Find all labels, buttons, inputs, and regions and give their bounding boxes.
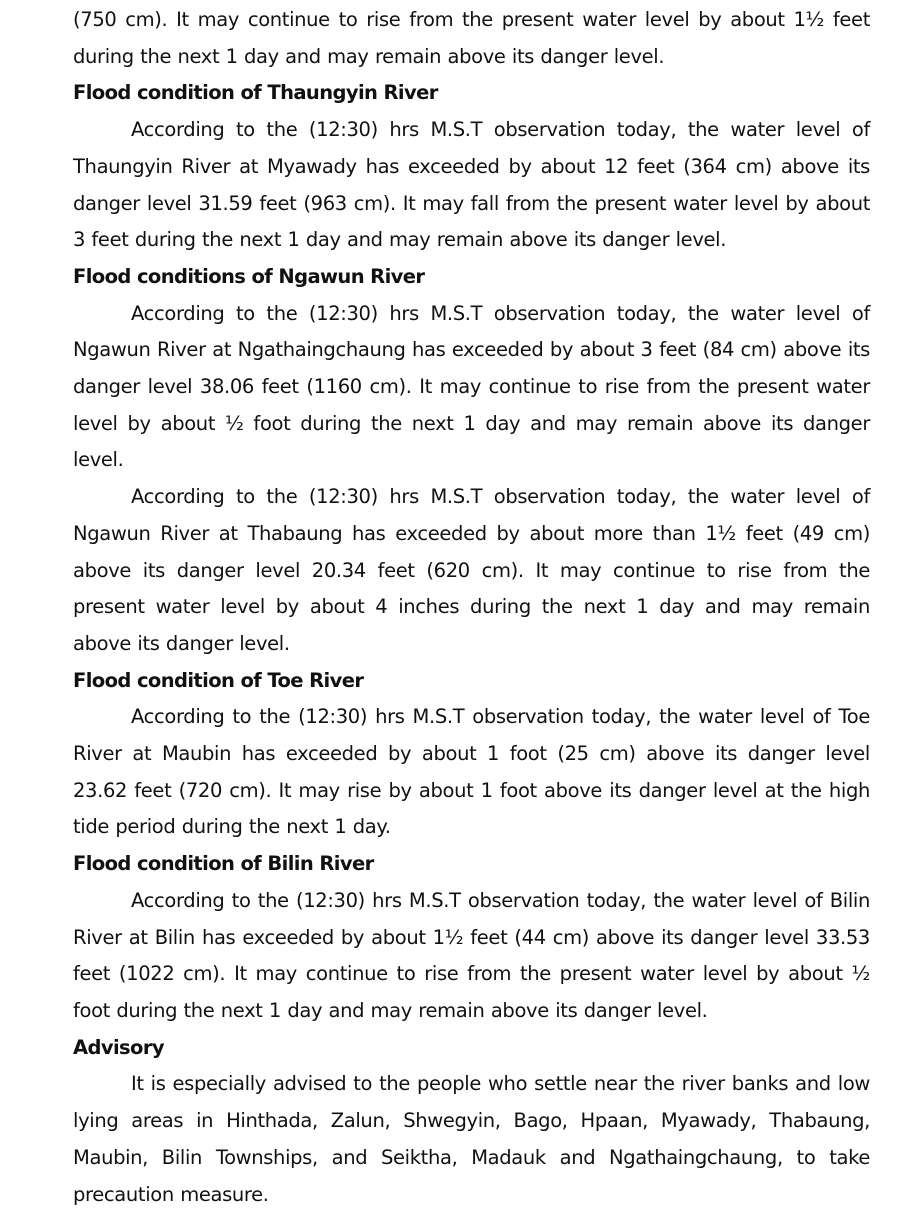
thaungyin-myawady-paragraph: According to the (12:30) hrs M.S.T observation today, the water level of Thaungyin River at Myawady has exceeded by about 12 feet (364 cm) above its danger level 31.59 feet (963 cm). It may fall from the present water level by about 3 feet during the next 1 day and may remain above its danger level. [73, 118, 870, 252]
intro-continuation-paragraph: (750 cm). It may continue to rise from the present water level by about 1½ feet during the next 1 day and may remain above its danger level. [73, 8, 870, 68]
toe-section-heading: Flood condition of Toe River [73, 668, 364, 692]
ngawun-section-heading: Flood conditions of Ngawun River [73, 264, 425, 288]
bilin-section-heading: Flood condition of Bilin River [73, 852, 374, 876]
toe-maubin-paragraph: According to the (12:30) hrs M.S.T observation today, the water level of Toe River at Maubin has exceeded by about 1 foot (25 cm) above its danger level 23.62 feet (720 cm). It may rise by about 1 foot above its danger level at the high tide period during the next 1 day. [73, 705, 870, 839]
ngawun-thabaung-paragraph: According to the (12:30) hrs M.S.T observation today, the water level of Ngawun River at Thabaung has exceeded by about more than 1½ feet (49 cm) above its danger level 20.34 feet (620 cm). It may continue to rise from the present water level by about 4 inches during the next 1 day and may remain above its danger level. [73, 485, 870, 655]
document-page [73, 2, 870, 1213]
thaungyin-section-heading: Flood condition of Thaungyin River [73, 81, 438, 105]
advisory-heading: Advisory [73, 1035, 164, 1059]
bilin-paragraph: According to the (12:30) hrs M.S.T observation today, the water level of Bilin River at Bilin has exceeded by about 1½ feet (44 cm) above its danger level 33.53 feet (1022 cm). It may continue to rise from the present water level by about ½ foot during the next 1 day and may remain above its danger level. [73, 888, 870, 1022]
advisory-paragraph: It is especially advised to the people who settle near the river banks and low lying areas in Hinthada, Zalun, Shwegyin, Bago, Hpaan, Myawady, Thabaung, Maubin, Bilin Townships, and Seiktha, Madauk and Ngathaingchaung, to take precaution measure. [73, 1072, 870, 1206]
ngawun-ngathaingchaung-paragraph: According to the (12:30) hrs M.S.T observation today, the water level of Ngawun River at Ngathaingchaung has exceeded by about 3 feet (84 cm) above its danger level 38.06 feet (1160 cm). It may continue to rise from the present water level by about ½ foot during the next 1 day and may remain above its danger level. [73, 301, 870, 472]
